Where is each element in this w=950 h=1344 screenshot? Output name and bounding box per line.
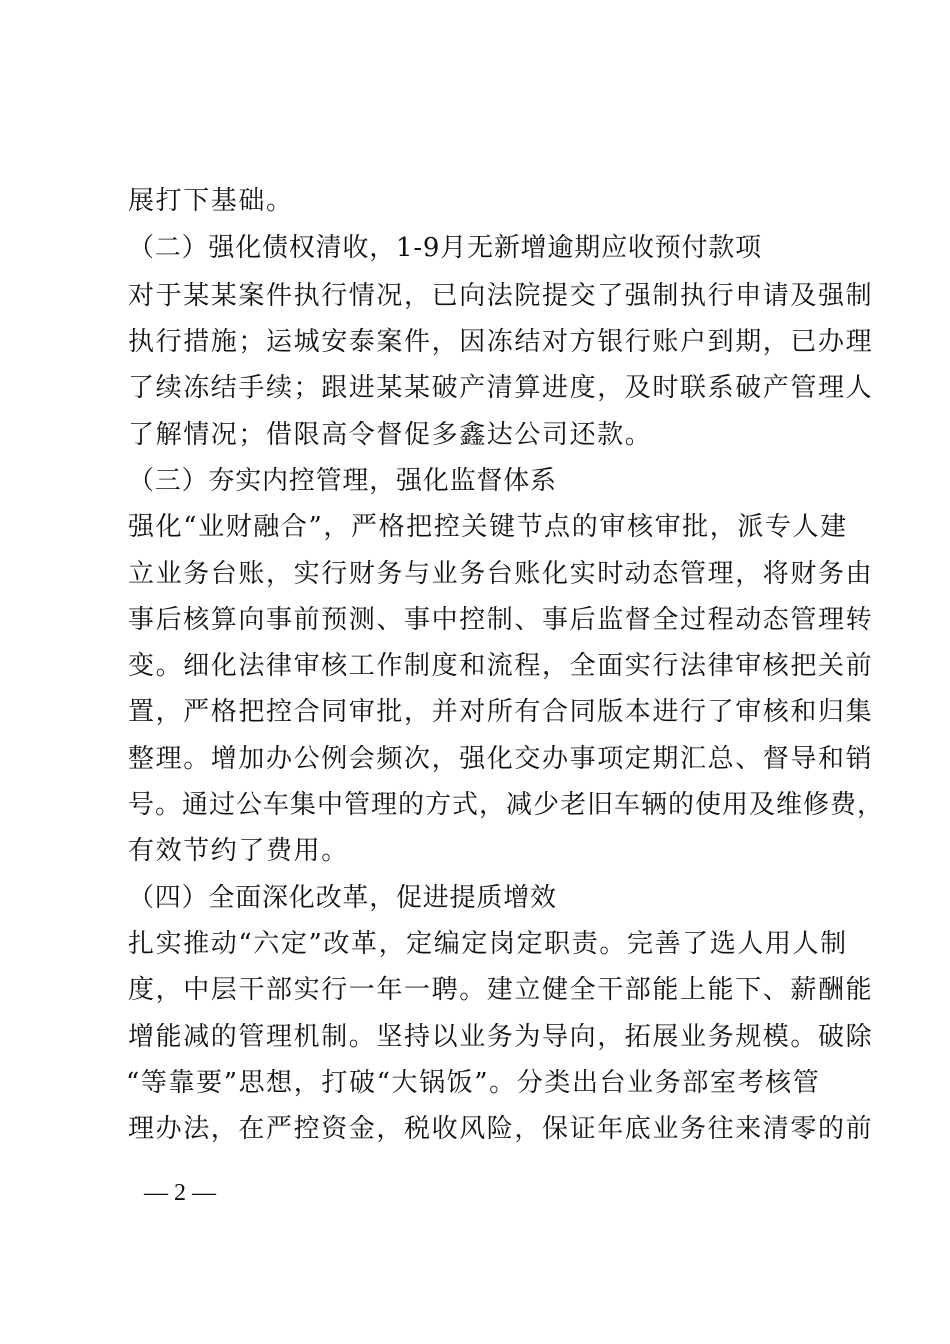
text-line: 扎实推动“六定”改革，定编定岗定职责。完善了选人用人制 — [128, 929, 848, 959]
text-line: “等靠要”思想，打破“大锅饭”。分类出台业务部室考核管 — [126, 1068, 821, 1098]
text-line: 变。细化法律审核工作制度和流程，全面实行法律审核把关前 — [128, 651, 874, 681]
text-line: 对于某某案件执行情况，已向法院提交了强制执行申请及强制 — [128, 281, 874, 311]
text-line: 强化“业财融合”，严格把控关键节点的审核审批，派专人建 — [128, 512, 848, 542]
text-line: 了续冻结手续；跟进某某破产清算进度，及时联系破产管理人 — [128, 373, 874, 403]
text-line: 展打下基础。 — [128, 186, 294, 216]
text-line: 理办法，在严控资金，税收风险，保证年底业务往来清零的前 — [128, 1114, 874, 1144]
section-heading: （二）强化债权清收，1-9月无新增逾期应收预付款项 — [128, 233, 762, 263]
text-line: 执行措施；运城安泰案件，因冻结对方银行账户到期，已办理 — [128, 327, 874, 357]
text-line: 了解情况；借限高令督促多鑫达公司还款。 — [128, 420, 653, 450]
section-heading: （四）全面深化改革，促进提质增效 — [128, 883, 557, 913]
text-line: 号。通过公车集中管理的方式，减少老旧车辆的使用及维修费， — [128, 790, 885, 820]
text-line: 度，中层干部实行一年一聘。建立健全干部能上能下、薪酬能 — [128, 975, 874, 1005]
text-line: 置，严格把控合同审批，并对所有合同版本进行了审核和归集 — [128, 697, 874, 727]
text-line: 事后核算向事前预测、事中控制、事后监督全过程动态管理转 — [128, 605, 874, 635]
text-line: 整理。增加办公例会频次，强化交办事项定期汇总、督导和销 — [128, 744, 874, 774]
section-heading: （三）夯实内控管理，强化监督体系 — [128, 466, 557, 496]
page-number: — 2 — — [144, 1180, 216, 1206]
text-line: 立业务台账，实行财务与业务台账化实时动态管理，将财务由 — [128, 559, 874, 589]
text-line: 增能减的管理机制。坚持以业务为导向，拓展业务规模。破除 — [128, 1022, 874, 1052]
text-line: 有效节约了费用。 — [128, 836, 349, 866]
